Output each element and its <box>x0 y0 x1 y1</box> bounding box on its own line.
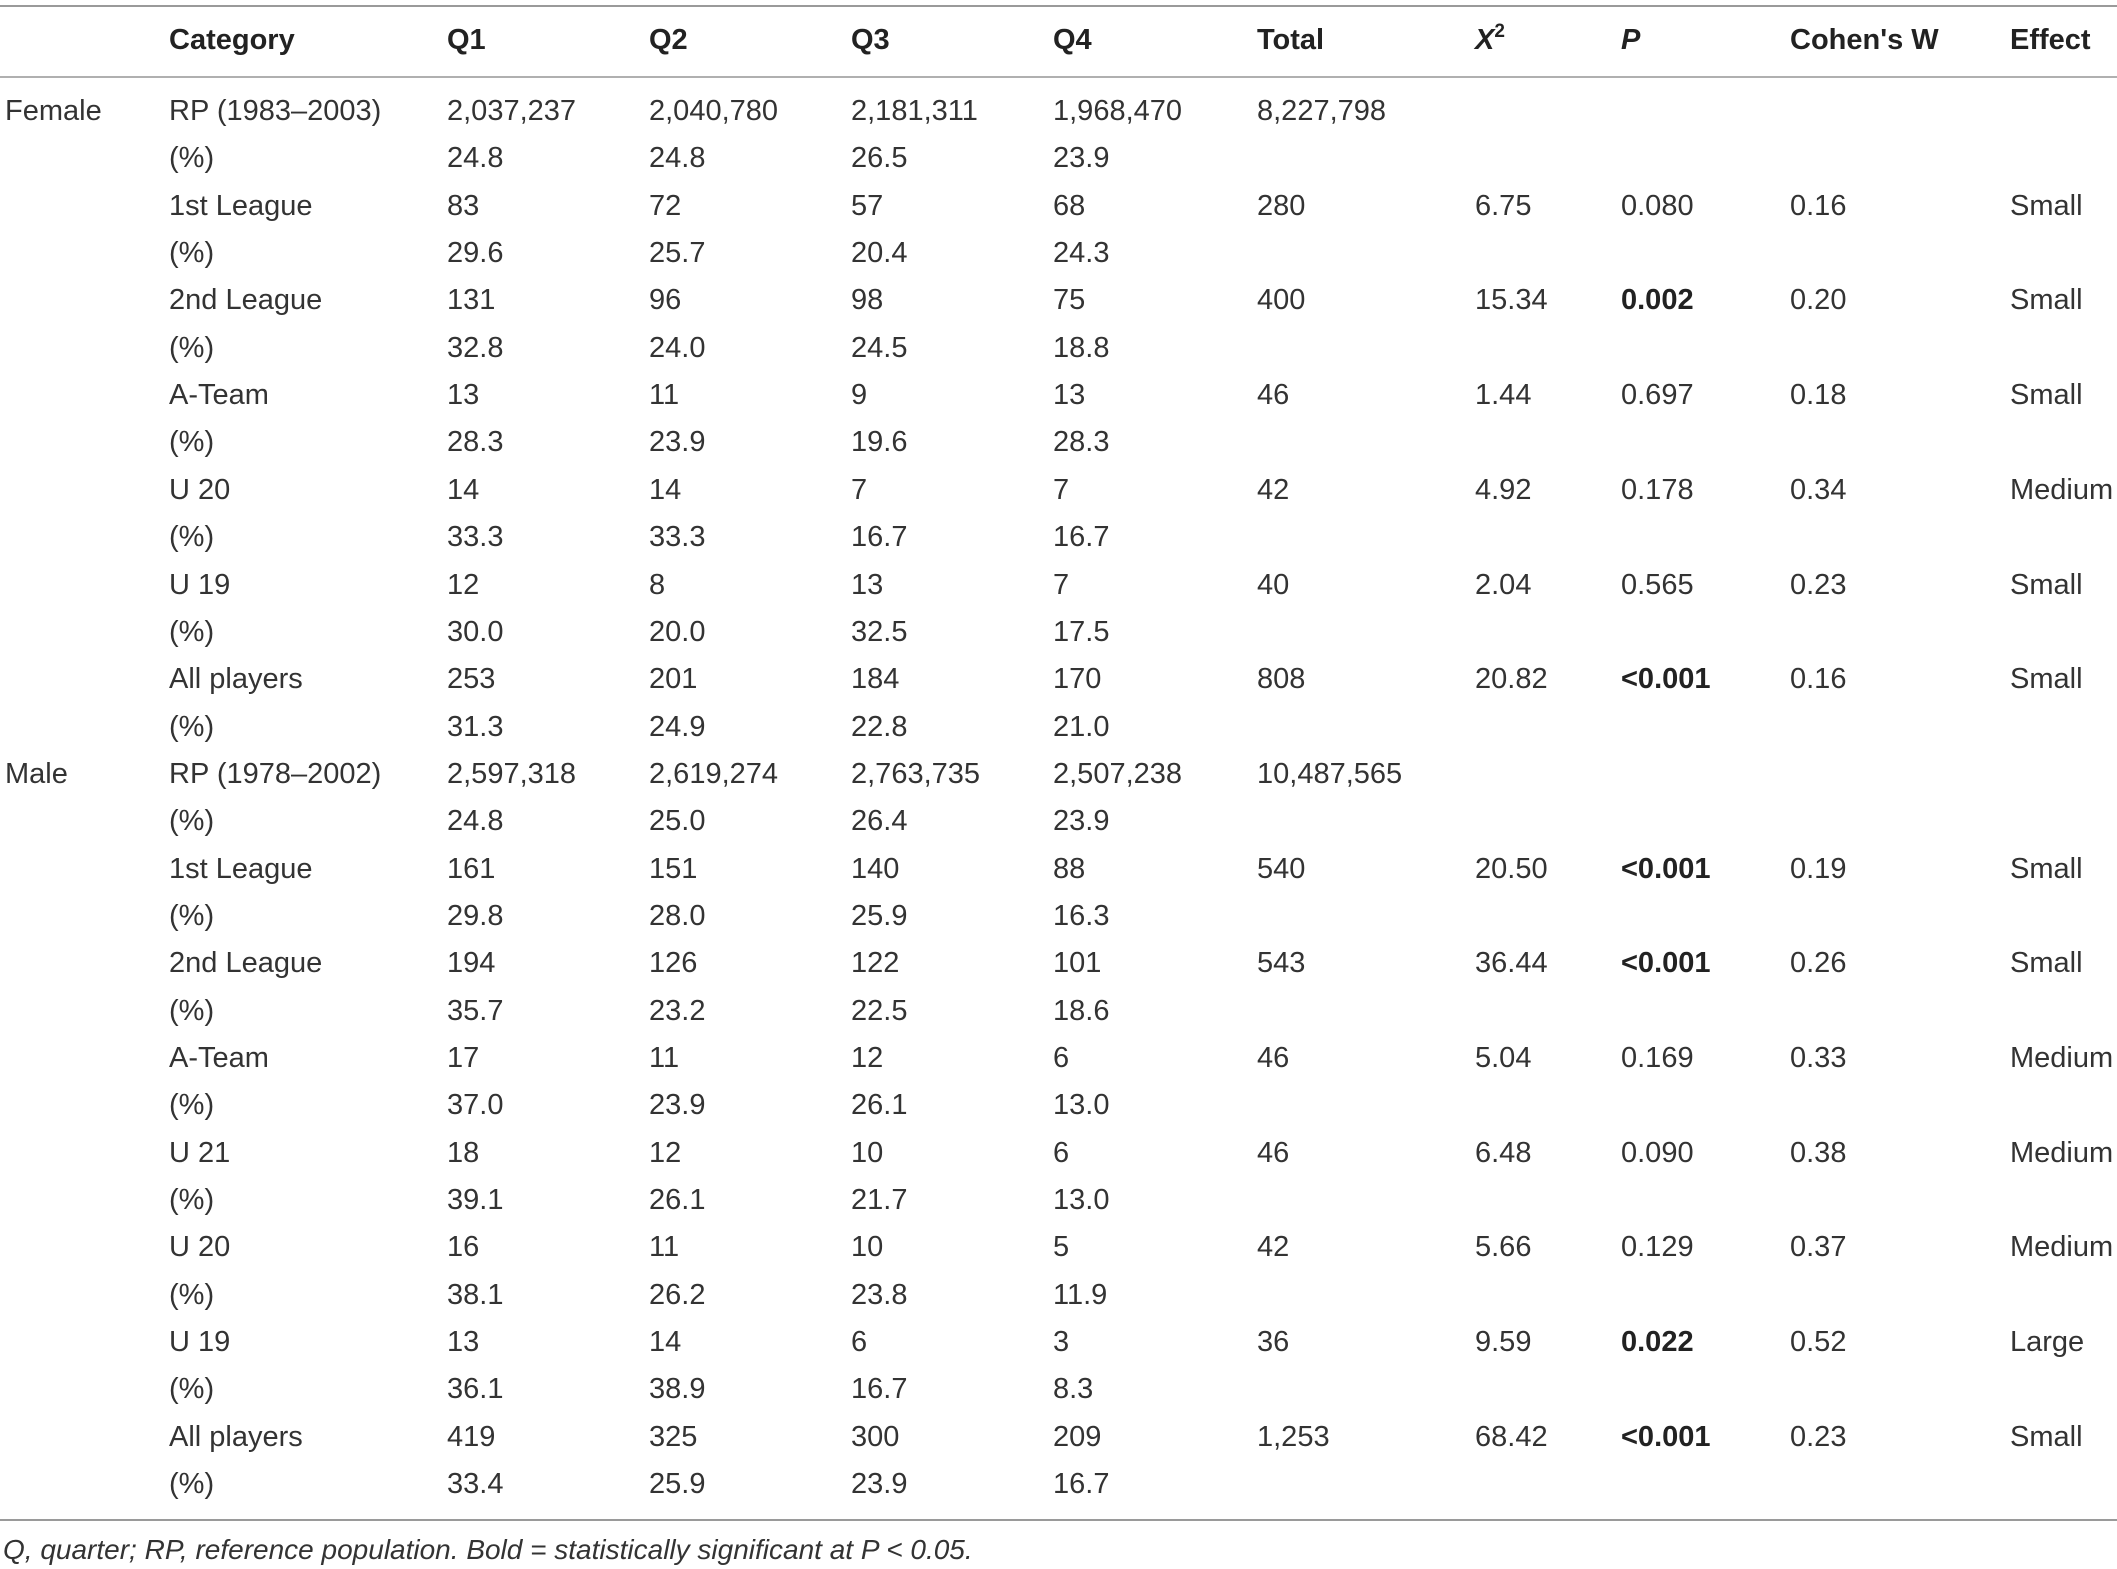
q3-cell: 26.4 <box>851 805 908 837</box>
cohens-w-cell: 0.23 <box>1790 569 1847 601</box>
total-cell: 10,487,565 <box>1257 758 1403 790</box>
category-cell: A-Team <box>169 1042 269 1074</box>
total-cell: 400 <box>1257 284 1306 316</box>
total-cell: 808 <box>1257 663 1306 695</box>
q4-cell: 18.8 <box>1053 332 1110 364</box>
effect-cell: Small <box>2010 947 2083 979</box>
category-cell: (%) <box>169 142 215 174</box>
q3-cell: 23.9 <box>851 1468 908 1500</box>
q3-cell: 98 <box>851 284 884 316</box>
q3-cell: 57 <box>851 190 884 222</box>
p-value-cell: 0.169 <box>1621 1042 1694 1074</box>
category-cell: RP (1978–2002) <box>169 758 382 790</box>
q1-cell: 37.0 <box>447 1089 504 1121</box>
q3-cell: 16.7 <box>851 521 908 553</box>
q3-cell: 300 <box>851 1421 900 1453</box>
q4-cell: 13 <box>1053 379 1086 411</box>
q3-cell: 16.7 <box>851 1373 908 1405</box>
q4-cell: 24.3 <box>1053 237 1110 269</box>
chi-square-cell: 5.04 <box>1475 1042 1532 1074</box>
p-value-cell: <0.001 <box>1621 663 1711 695</box>
category-cell: 2nd League <box>169 947 323 979</box>
effect-cell: Medium <box>2010 1137 2114 1169</box>
chi-square-cell: 36.44 <box>1475 947 1548 979</box>
cohens-w-cell: 0.16 <box>1790 663 1847 695</box>
q1-cell: 194 <box>447 947 496 979</box>
p-value-cell: 0.090 <box>1621 1137 1694 1169</box>
effect-cell: Large <box>2010 1326 2085 1358</box>
total-cell: 46 <box>1257 1042 1290 1074</box>
q1-cell: 2,037,237 <box>447 95 577 127</box>
q3-cell: 122 <box>851 947 900 979</box>
total-cell: 540 <box>1257 853 1306 885</box>
q4-cell: 88 <box>1053 853 1086 885</box>
q4-cell: 13.0 <box>1053 1089 1110 1121</box>
chi-square-cell: 6.75 <box>1475 190 1532 222</box>
header-q1: Q1 <box>447 24 486 56</box>
q1-cell: 419 <box>447 1421 496 1453</box>
q3-cell: 184 <box>851 663 900 695</box>
q1-cell: 29.8 <box>447 900 504 932</box>
q4-cell: 101 <box>1053 947 1102 979</box>
total-cell: 42 <box>1257 474 1290 506</box>
p-value-cell: <0.001 <box>1621 947 1711 979</box>
chi-square-cell: 15.34 <box>1475 284 1548 316</box>
p-value-cell: 0.022 <box>1621 1326 1694 1358</box>
cohens-w-cell: 0.20 <box>1790 284 1847 316</box>
header-rule <box>0 76 2117 78</box>
category-cell: U 19 <box>169 1326 231 1358</box>
total-cell: 1,253 <box>1257 1421 1330 1453</box>
q2-cell: 11 <box>649 1042 680 1074</box>
category-cell: All players <box>169 663 303 695</box>
q4-cell: 11.9 <box>1053 1279 1108 1311</box>
q4-cell: 5 <box>1053 1231 1070 1263</box>
q3-cell: 10 <box>851 1231 884 1263</box>
category-cell: A-Team <box>169 379 269 411</box>
q2-cell: 11 <box>649 1231 680 1263</box>
table-footnote: Q, quarter; RP, reference population. Bold = statistically significant at P < 0.05. <box>3 1534 973 1565</box>
q2-cell: 26.1 <box>649 1184 706 1216</box>
q3-cell: 22.5 <box>851 995 908 1027</box>
total-cell: 40 <box>1257 569 1290 601</box>
total-cell: 46 <box>1257 379 1290 411</box>
category-cell: U 21 <box>169 1137 231 1169</box>
q4-cell: 23.9 <box>1053 805 1110 837</box>
category-cell: (%) <box>169 1184 215 1216</box>
q1-cell: 38.1 <box>447 1279 504 1311</box>
header-category: Category <box>169 24 295 56</box>
q3-cell: 2,763,735 <box>851 758 981 790</box>
category-cell: (%) <box>169 805 215 837</box>
q1-cell: 2,597,318 <box>447 758 577 790</box>
q4-cell: 23.9 <box>1053 142 1110 174</box>
q2-cell: 11 <box>649 379 680 411</box>
total-cell: 280 <box>1257 190 1306 222</box>
q1-cell: 30.0 <box>447 616 504 648</box>
q2-cell: 2,619,274 <box>649 758 779 790</box>
q1-cell: 32.8 <box>447 332 504 364</box>
q3-cell: 140 <box>851 853 900 885</box>
header-effect: Effect <box>2010 24 2091 56</box>
q2-cell: 23.9 <box>649 1089 706 1121</box>
category-cell: All players <box>169 1421 303 1453</box>
effect-cell: Medium <box>2010 1231 2114 1263</box>
cohens-w-cell: 0.19 <box>1790 853 1847 885</box>
q4-cell: 1,968,470 <box>1053 95 1183 127</box>
category-cell: U 20 <box>169 1231 231 1263</box>
chi-square-cell: 2.04 <box>1475 569 1532 601</box>
p-value-cell: 0.697 <box>1621 379 1694 411</box>
q3-cell: 26.5 <box>851 142 908 174</box>
q1-cell: 253 <box>447 663 496 695</box>
q4-cell: 16.7 <box>1053 521 1110 553</box>
q1-cell: 33.4 <box>447 1468 504 1500</box>
effect-cell: Small <box>2010 569 2083 601</box>
chi-square-cell: 9.59 <box>1475 1326 1532 1358</box>
q2-cell: 14 <box>649 474 682 506</box>
category-cell: (%) <box>169 995 215 1027</box>
q1-cell: 29.6 <box>447 237 504 269</box>
cohens-w-cell: 0.34 <box>1790 474 1847 506</box>
q2-cell: 24.9 <box>649 711 706 743</box>
q1-cell: 16 <box>447 1231 480 1263</box>
cohens-w-cell: 0.16 <box>1790 190 1847 222</box>
category-cell: (%) <box>169 711 215 743</box>
q4-cell: 7 <box>1053 474 1070 506</box>
chi-square-cell: 1.44 <box>1475 379 1532 411</box>
header-q2: Q2 <box>649 24 688 56</box>
q1-cell: 31.3 <box>447 711 504 743</box>
chi-square-cell: 20.50 <box>1475 853 1548 885</box>
category-cell: (%) <box>169 1373 215 1405</box>
effect-cell: Medium <box>2010 1042 2114 1074</box>
q4-cell: 2,507,238 <box>1053 758 1183 790</box>
p-value-cell: <0.001 <box>1621 1421 1711 1453</box>
cohens-w-cell: 0.26 <box>1790 947 1847 979</box>
category-cell: (%) <box>169 237 215 269</box>
q4-cell: 28.3 <box>1053 426 1110 458</box>
q3-cell: 7 <box>851 474 868 506</box>
chi-square-cell: 6.48 <box>1475 1137 1532 1169</box>
q2-cell: 25.7 <box>649 237 706 269</box>
q2-cell: 25.0 <box>649 805 706 837</box>
cohens-w-cell: 0.52 <box>1790 1326 1847 1358</box>
effect-cell: Medium <box>2010 474 2114 506</box>
category-cell: (%) <box>169 900 215 932</box>
cohens-w-cell: 0.18 <box>1790 379 1847 411</box>
q3-cell: 22.8 <box>851 711 908 743</box>
total-cell: 42 <box>1257 1231 1290 1263</box>
category-cell: (%) <box>169 1279 215 1311</box>
q1-cell: 13 <box>447 1326 480 1358</box>
effect-cell: Small <box>2010 190 2083 222</box>
effect-cell: Small <box>2010 284 2083 316</box>
chi-square-cell: 68.42 <box>1475 1421 1548 1453</box>
category-cell: (%) <box>169 332 215 364</box>
q2-cell: 96 <box>649 284 682 316</box>
total-cell: 36 <box>1257 1326 1290 1358</box>
effect-cell: Small <box>2010 379 2083 411</box>
q2-cell: 38.9 <box>649 1373 706 1405</box>
category-cell: (%) <box>169 1089 215 1121</box>
cohens-w-cell: 0.23 <box>1790 1421 1847 1453</box>
group-cell: Male <box>5 758 68 790</box>
q2-cell: 151 <box>649 853 698 885</box>
q4-cell: 17.5 <box>1053 616 1110 648</box>
q4-cell: 209 <box>1053 1421 1102 1453</box>
q2-cell: 24.0 <box>649 332 706 364</box>
category-cell: (%) <box>169 616 215 648</box>
q4-cell: 16.3 <box>1053 900 1110 932</box>
p-value-cell: 0.178 <box>1621 474 1694 506</box>
effect-cell: Small <box>2010 853 2083 885</box>
chi-square-cell: 20.82 <box>1475 663 1548 695</box>
total-cell: 46 <box>1257 1137 1290 1169</box>
p-value-cell: 0.129 <box>1621 1231 1694 1263</box>
q4-cell: 16.7 <box>1053 1468 1110 1500</box>
q4-cell: 13.0 <box>1053 1184 1110 1216</box>
total-cell: 543 <box>1257 947 1306 979</box>
category-cell: RP (1983–2003) <box>169 95 382 127</box>
q1-cell: 24.8 <box>447 805 504 837</box>
q1-cell: 39.1 <box>447 1184 504 1216</box>
q3-cell: 9 <box>851 379 868 411</box>
category-cell: (%) <box>169 1468 215 1500</box>
q2-cell: 24.8 <box>649 142 706 174</box>
q4-cell: 6 <box>1053 1137 1070 1169</box>
q2-cell: 23.2 <box>649 995 706 1027</box>
q2-cell: 8 <box>649 569 666 601</box>
q4-cell: 6 <box>1053 1042 1070 1074</box>
q2-cell: 2,040,780 <box>649 95 779 127</box>
header-chi-square: $X^2$ <box>1475 21 1505 56</box>
p-value-cell: <0.001 <box>1621 853 1711 885</box>
header-cohens-w: Cohen's W <box>1790 24 1939 56</box>
q2-cell: 72 <box>649 190 682 222</box>
q1-cell: 36.1 <box>447 1373 504 1405</box>
q2-cell: 12 <box>649 1137 682 1169</box>
q2-cell: 23.9 <box>649 426 706 458</box>
q1-cell: 161 <box>447 853 496 885</box>
q1-cell: 24.8 <box>447 142 504 174</box>
category-cell: 1st League <box>169 853 313 885</box>
q2-cell: 33.3 <box>649 521 706 553</box>
q1-cell: 12 <box>447 569 480 601</box>
q2-cell: 28.0 <box>649 900 706 932</box>
q1-cell: 28.3 <box>447 426 504 458</box>
q2-cell: 26.2 <box>649 1279 706 1311</box>
table-top-rule <box>0 5 2117 7</box>
cohens-w-cell: 0.37 <box>1790 1231 1847 1263</box>
q3-cell: 25.9 <box>851 900 908 932</box>
q4-cell: 8.3 <box>1053 1373 1094 1405</box>
q3-cell: 12 <box>851 1042 884 1074</box>
header-q4: Q4 <box>1053 24 1092 56</box>
q1-cell: 131 <box>447 284 496 316</box>
q3-cell: 10 <box>851 1137 884 1169</box>
header-total: Total <box>1257 24 1325 56</box>
category-cell: 1st League <box>169 190 313 222</box>
q1-cell: 83 <box>447 190 480 222</box>
effect-cell: Small <box>2010 1421 2083 1453</box>
q3-cell: 20.4 <box>851 237 908 269</box>
table-bottom-rule <box>0 1519 2117 1521</box>
q1-cell: 33.3 <box>447 521 504 553</box>
q3-cell: 6 <box>851 1326 868 1358</box>
q4-cell: 21.0 <box>1053 711 1110 743</box>
cohens-w-cell: 0.38 <box>1790 1137 1847 1169</box>
chi-square-cell: 5.66 <box>1475 1231 1532 1263</box>
q3-cell: 23.8 <box>851 1279 908 1311</box>
q1-cell: 35.7 <box>447 995 504 1027</box>
p-value-cell: 0.002 <box>1621 284 1694 316</box>
q1-cell: 18 <box>447 1137 480 1169</box>
q4-cell: 18.6 <box>1053 995 1110 1027</box>
q2-cell: 201 <box>649 663 698 695</box>
header-p: P <box>1621 24 1641 56</box>
cohens-w-cell: 0.33 <box>1790 1042 1847 1074</box>
category-cell: (%) <box>169 426 215 458</box>
q2-cell: 325 <box>649 1421 698 1453</box>
q3-cell: 26.1 <box>851 1089 908 1121</box>
q2-cell: 14 <box>649 1326 682 1358</box>
q4-cell: 170 <box>1053 663 1102 695</box>
q3-cell: 32.5 <box>851 616 908 648</box>
q3-cell: 24.5 <box>851 332 908 364</box>
total-cell: 8,227,798 <box>1257 95 1387 127</box>
q2-cell: 20.0 <box>649 616 706 648</box>
q4-cell: 75 <box>1053 284 1086 316</box>
q3-cell: 13 <box>851 569 884 601</box>
q2-cell: 126 <box>649 947 698 979</box>
header-q3: Q3 <box>851 24 890 56</box>
category-cell: U 20 <box>169 474 231 506</box>
q3-cell: 2,181,311 <box>851 95 978 127</box>
effect-cell: Small <box>2010 663 2083 695</box>
q4-cell: 7 <box>1053 569 1070 601</box>
q1-cell: 14 <box>447 474 480 506</box>
chi-square-cell: 4.92 <box>1475 474 1532 506</box>
p-value-cell: 0.565 <box>1621 569 1694 601</box>
q4-cell: 3 <box>1053 1326 1070 1358</box>
q4-cell: 68 <box>1053 190 1086 222</box>
q3-cell: 19.6 <box>851 426 908 458</box>
q2-cell: 25.9 <box>649 1468 706 1500</box>
q1-cell: 17 <box>447 1042 480 1074</box>
category-cell: U 19 <box>169 569 231 601</box>
group-cell: Female <box>5 95 102 127</box>
q1-cell: 13 <box>447 379 480 411</box>
q3-cell: 21.7 <box>851 1184 908 1216</box>
category-cell: 2nd League <box>169 284 323 316</box>
category-cell: (%) <box>169 521 215 553</box>
p-value-cell: 0.080 <box>1621 190 1694 222</box>
